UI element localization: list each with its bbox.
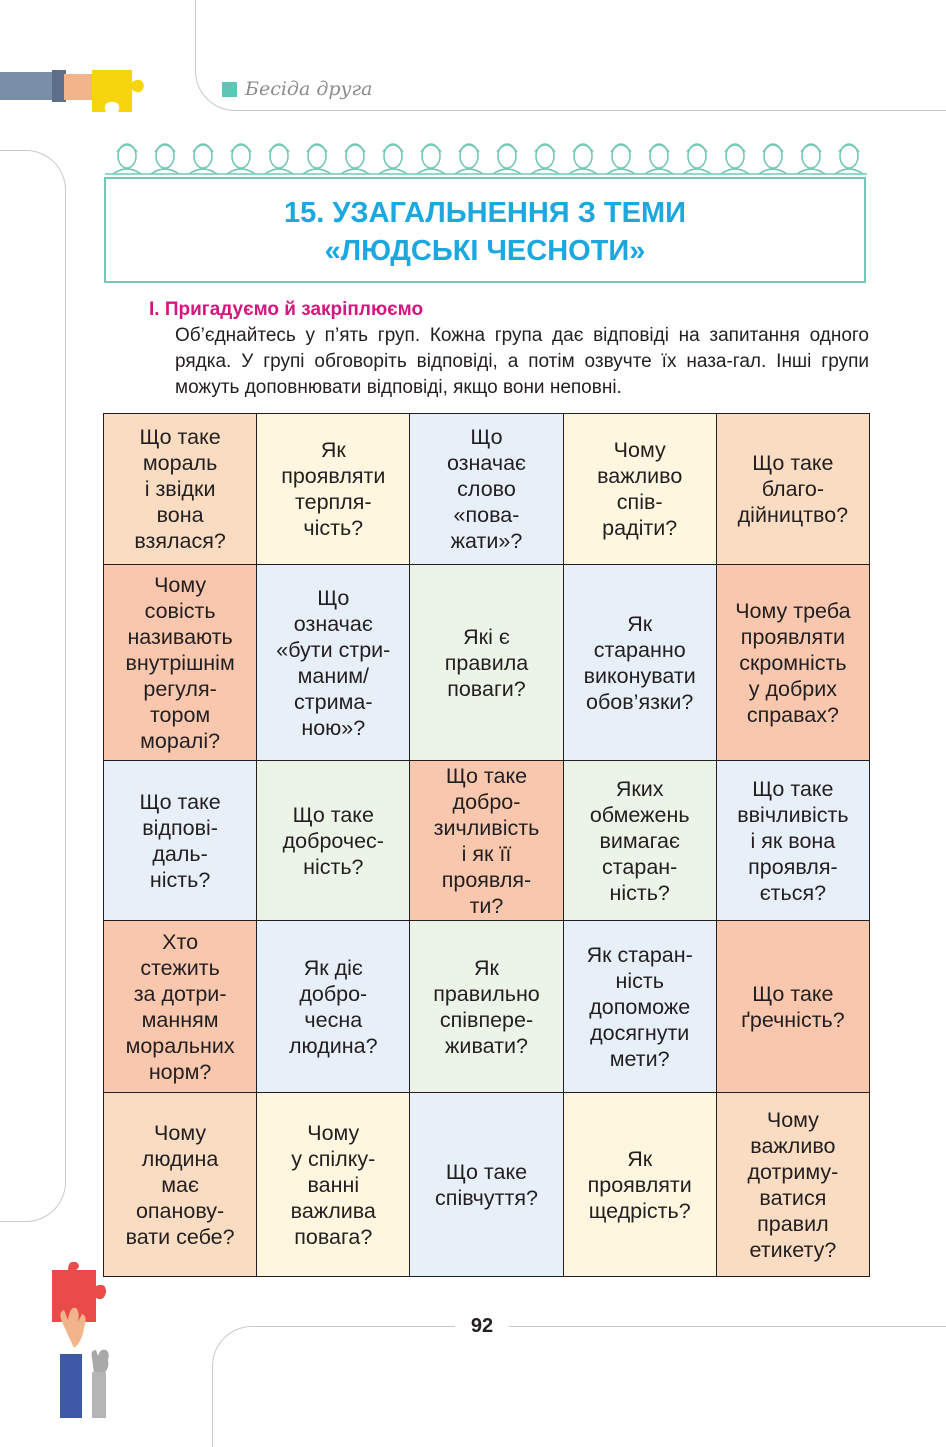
lesson-title-line-1: 15. УЗАГАЛЬНЕННЯ З ТЕМИ — [284, 197, 686, 229]
task-heading: І. Пригадуємо й закріплюємо — [149, 299, 424, 320]
lesson-title-line-2: «ЛЮДСЬКІ ЧЕСНОТИ» — [324, 235, 646, 267]
question-cell: Що означає «бути стри- маним/ стрима- ною»? — [257, 565, 410, 761]
question-cell: Чому треба проявляти скромність у добрих справах? — [717, 565, 870, 761]
question-cell: Що таке ввічливість і як вона проявля- ється? — [717, 761, 870, 921]
question-cell: Що таке добро- зичливість і як її проявля- ти? — [410, 761, 563, 921]
section-label — [222, 78, 373, 100]
question-cell: Що таке доброчес- ність? — [257, 761, 410, 921]
hand-puzzle-icon — [0, 60, 160, 120]
question-cell: Як правильно співпере- живати? — [410, 921, 563, 1093]
question-cell: Чому важливо дотриму- ватися правил етикету? — [717, 1093, 870, 1277]
question-cell: Що означає слово «пова- жати»? — [410, 414, 563, 565]
question-cell: Які є правила поваги? — [410, 565, 563, 761]
question-cell: Як старанно виконувати обов’язки? — [564, 565, 717, 761]
question-cell: Як діє добро- чесна людина? — [257, 921, 410, 1093]
question-cell: Що таке благо- дійництво? — [717, 414, 870, 565]
question-cell: Чому важливо спів- радіти? — [564, 414, 717, 565]
question-cell: Що таке мораль і звідки вона взялася? — [104, 414, 257, 565]
questions-grid — [103, 413, 870, 1277]
question-cell: Чому людина має опанову- вати себе? — [104, 1093, 257, 1277]
question-cell: Як старан- ність допоможе досягнути мети? — [564, 921, 717, 1093]
footer-frame-line — [212, 1326, 946, 1447]
question-cell: Хто стежить за дотри- манням моральних норм? — [104, 921, 257, 1093]
section-label-text: Бесіда друга — [245, 78, 373, 100]
question-cell: Як проявляти щедрість? — [564, 1093, 717, 1277]
task-instructions: Об’єднайтесь у п’ять груп. Кожна група дає відповіді на запитання одного рядка. У групі обговоріть відповіді, а потім озвучте їх наза-гал. Інші групи можуть доповнювати відповіді, якщо вони неповні. — [175, 325, 869, 398]
question-cell: Чому у спілку- ванні важлива повага? — [257, 1093, 410, 1277]
page-number: 92 — [455, 1312, 509, 1340]
section-marker-icon — [222, 82, 237, 97]
question-cell: Як проявляти терпля- чість? — [257, 414, 410, 565]
question-cell: Яких обмежень вимагає старан- ність? — [564, 761, 717, 921]
lesson-title-box — [104, 177, 866, 283]
question-cell: Чому совість називають внутрішнім регуля- тором моралі? — [104, 565, 257, 761]
raised-hands-puzzle-icon — [48, 1262, 118, 1418]
side-frame-line — [0, 150, 66, 1222]
question-cell: Що таке співчуття? — [410, 1093, 563, 1277]
faces-row-icon — [105, 138, 867, 178]
question-cell: Що таке ґречність? — [717, 921, 870, 1093]
question-cell: Що таке відпові- даль- ність? — [104, 761, 257, 921]
